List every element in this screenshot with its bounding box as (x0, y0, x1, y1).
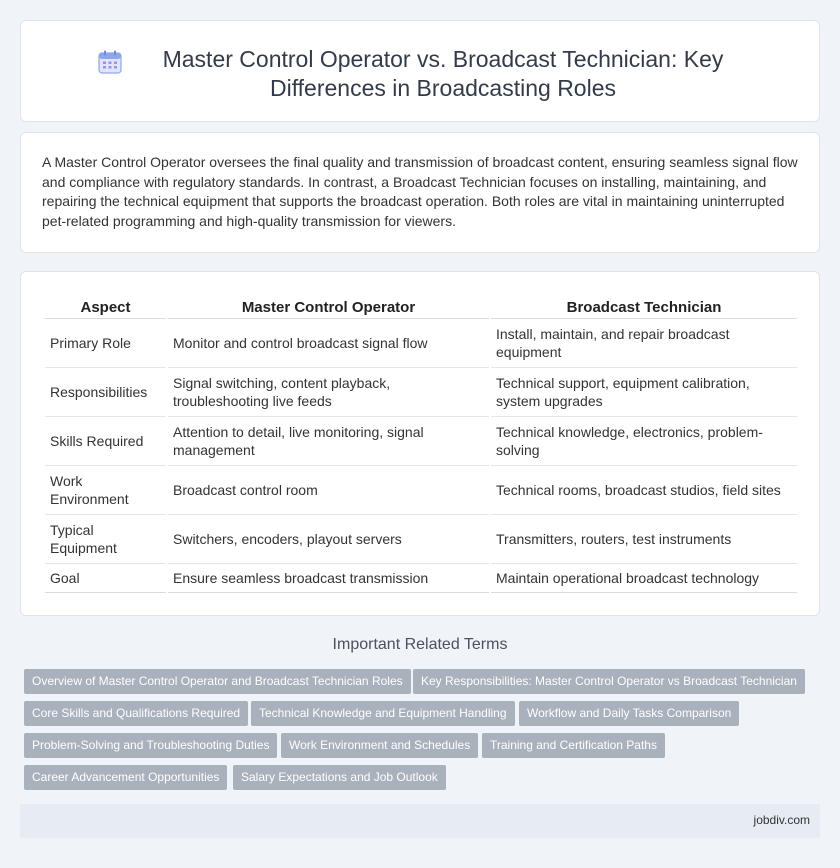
related-term-tag[interactable]: Workflow and Daily Tasks Comparison (519, 701, 739, 726)
header-card (20, 20, 820, 122)
row-aspect: Primary Role (45, 319, 166, 368)
table-row (45, 564, 797, 593)
row-operator-value: Broadcast control room (168, 466, 489, 515)
intro-paragraph: A Master Control Operator oversees the final quality and transmission of broadcast content, ensuring seamless signal flow and compliance with regulatory standards. In contrast, a Broadcast Technician focuses on installing, maintaining, and repairing the technical equipment that supports the broadcast operation. Both roles are vital in maintaining uninterrupted pet-related programming and high-quality transmission for viewers. (42, 154, 798, 229)
row-technician-value: Technical rooms, broadcast studios, field sites (491, 466, 797, 515)
row-aspect: Goal (45, 564, 166, 593)
row-technician-value: Install, maintain, and repair broadcast equipment (491, 319, 797, 368)
row-technician-value: Technical support, equipment calibration, system upgrades (491, 368, 797, 417)
row-operator-value: Attention to detail, live monitoring, signal management (168, 417, 489, 466)
related-term-tag[interactable]: Key Responsibilities: Master Control Operator vs Broadcast Technician (413, 669, 805, 694)
row-operator-value: Switchers, encoders, playout servers (168, 515, 489, 564)
table-row (45, 515, 797, 564)
page-title: Master Control Operator vs. Broadcast Technician: Key Differences in Broadcasting Roles (162, 46, 724, 101)
row-technician-value: Transmitters, routers, test instruments (491, 515, 797, 564)
table-row (45, 368, 797, 417)
footer-site-link[interactable]: jobdiv.com (753, 813, 810, 827)
row-technician-value: Maintain operational broadcast technology (491, 564, 797, 593)
table-row (45, 319, 797, 368)
comparison-table (43, 290, 799, 593)
comparison-card (20, 271, 820, 616)
related-term-tag[interactable]: Work Environment and Schedules (281, 733, 478, 758)
related-terms-heading: Important Related Terms (332, 636, 508, 653)
header-aspect: Aspect (45, 290, 166, 319)
table-row (45, 417, 797, 466)
calendar-icon (97, 49, 123, 75)
related-term-tag[interactable]: Salary Expectations and Job Outlook (233, 765, 446, 790)
row-aspect: Skills Required (45, 417, 166, 466)
related-term-tag[interactable]: Core Skills and Qualifications Required (24, 701, 248, 726)
row-technician-value: Technical knowledge, electronics, problem-solving (491, 417, 797, 466)
header-master-control-operator: Master Control Operator (168, 290, 489, 319)
row-operator-value: Monitor and control broadcast signal flow (168, 319, 489, 368)
related-term-tag[interactable]: Overview of Master Control Operator and Broadcast Technician Roles (24, 669, 411, 694)
related-term-tag[interactable]: Career Advancement Opportunities (24, 765, 227, 790)
intro-card (20, 132, 820, 253)
footer-bar (20, 804, 820, 838)
header-broadcast-technician: Broadcast Technician (491, 290, 797, 319)
row-aspect: Typical Equipment (45, 515, 166, 564)
row-operator-value: Signal switching, content playback, troubleshooting live feeds (168, 368, 489, 417)
related-term-tag[interactable]: Technical Knowledge and Equipment Handling (251, 701, 515, 726)
row-aspect: Responsibilities (45, 368, 166, 417)
table-row (45, 466, 797, 515)
related-term-tag[interactable]: Training and Certification Paths (482, 733, 665, 758)
row-operator-value: Ensure seamless broadcast transmission (168, 564, 489, 593)
row-aspect: Work Environment (45, 466, 166, 515)
related-term-tag[interactable]: Problem-Solving and Troubleshooting Duties (24, 733, 277, 758)
